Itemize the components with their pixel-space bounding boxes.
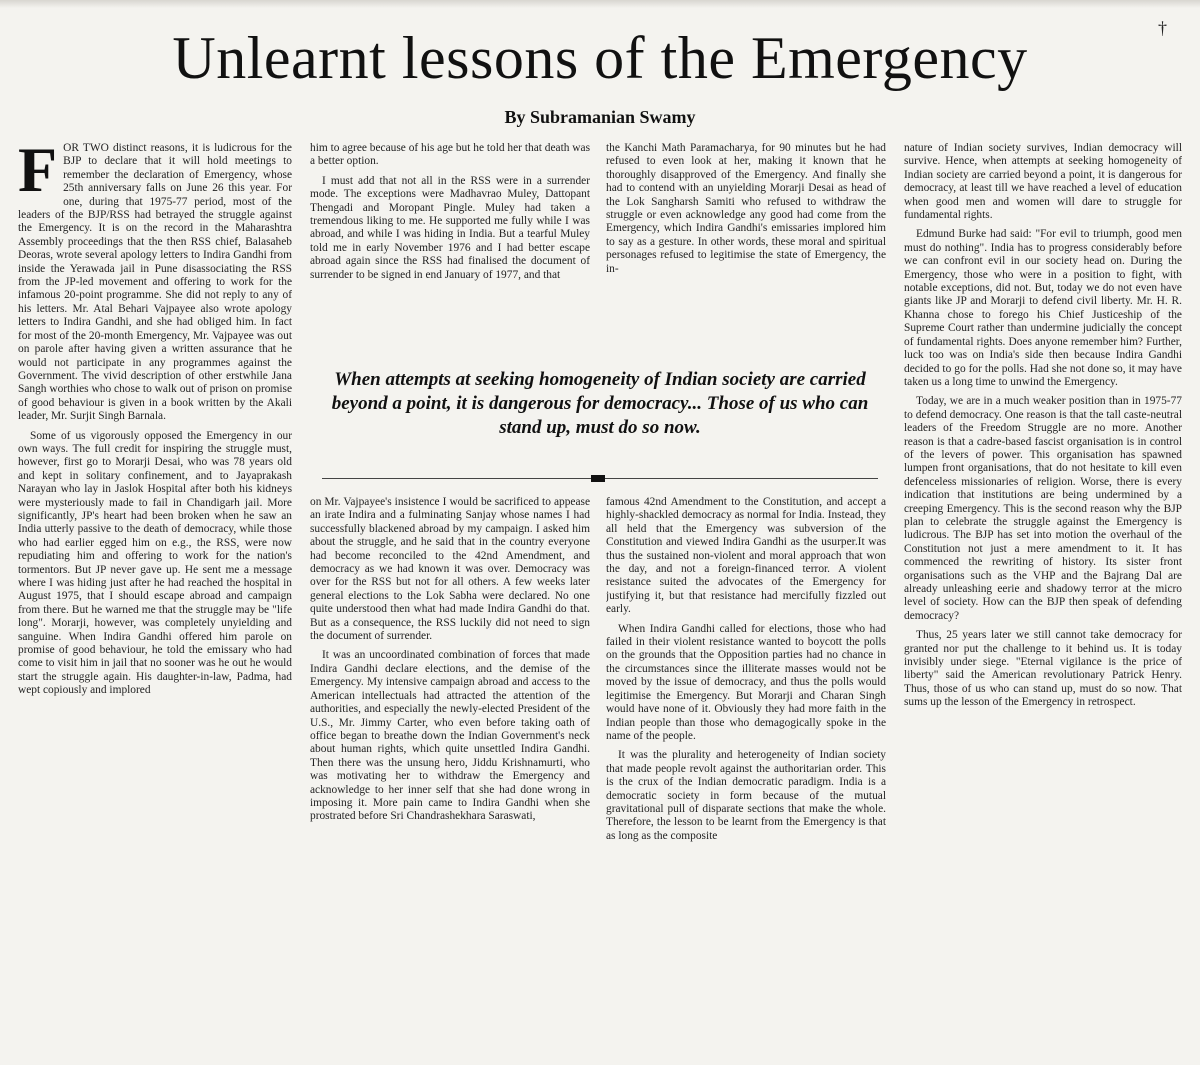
column-1: [18, 142, 292, 1034]
paragraph: the Kanchi Math Paramacharya, for 90 minutes but he had refused to even look at her, making it known that he thoroughly disapproved of the Emergency. And finally she had to contend with an unyielding Morarji Desai as head of the Lok Sangharsh Samiti who refused to withdraw the struggle or even acknowledge any good had come from the Emergency, which Indira Gandhi's emissaries implored him to say as a gesture. In other words, these moral and spiritual personages refused to legitimise the state of Emergency, the in-: [606, 142, 886, 275]
byline: By Subramanian Swamy: [504, 107, 696, 127]
paragraph: Today, we are in a much weaker position than in 1975-77 to defend democracy. One reason is that the tall caste-neutral leaders of the Freedom Struggle are no more. Another reason is that a cadre-based fascist organisation is in control of the levers of power. This organisation has spawned lumpen front organisations, that do not hesitate to kill even defenceless missionaries of religion. Worse, there is every indication that institutions are being undermined by a creeping Emergency. This is the second reason why the BJP plan to celebrate the struggle against the Emergency is ludicrous. The BJP has set into motion the overhaul of the Constitution not just a mere amendment to it. It has commenced the rewriting of history. Its sister front organisations such as the VHP and the Bajrang Dal are already unleashing eerie and shadowy terror at the micro level of society. How can the BJP then speak of defending democracy?: [904, 395, 1182, 622]
paragraph: When Indira Gandhi called for elections, those who had failed in their violent resistance wanted to boycott the polls on the grounds that the Opposition parties had no chance in the circumstances since the illiterate masses would not be moved by the issue of democracy, and thus the polls would legitimise the Emergency. But Morarji and Charan Singh would have none of it. Obviously they had more faith in the Indian people than those who demagogically spoke in the name of the people.: [606, 622, 886, 742]
paragraph: I must add that not all in the RSS were in a surrender mode. The exceptions were Madhavrao Muley, Dattopant Thengadi and Moropant Pingle. Muley had taken a tremendous liking to me. He supported me fully while I was abroad, and while I was hiding in India. But a tearful Muley told me in early November 1976 and I had better escape abroad again since the RSS had finalised the document of surrender to be signed in end January of 1977, and that: [310, 174, 590, 281]
column-4: [904, 142, 1182, 1034]
paragraph: him to agree because of his age but he told her that death was a better option.: [310, 142, 590, 168]
pull-quote-marker: [591, 475, 605, 482]
column-2-top: [310, 142, 590, 352]
column-3-top: [606, 142, 886, 352]
scan-top-edge: [0, 0, 1200, 8]
corner-scan-mark: †: [1158, 18, 1167, 38]
drop-cap: F: [18, 142, 58, 205]
paragraph: Thus, 25 years later we still cannot take democracy for granted nor put the challenge to it behind us. It is today invisibly under siege. "Eternal vigilance is the price of liberty" said the American revolutionary Patrick Henry. Thus, those of us who can stand up, must do so now. That sums up the lesson of the Emergency in retrospect.: [904, 629, 1182, 709]
paragraph: nature of Indian society survives, Indian democracy will survive. Hence, when attempts at seeking homogeneity of Indian society are carried beyond a point, it is dangerous for democracy, at least till we have reached a level of education when good men and women will dare to struggle for fundamental rights.: [904, 142, 1182, 222]
column-3-bottom: [606, 496, 886, 1036]
column-2-bottom: [310, 496, 590, 1036]
paragraph: It was the plurality and heterogeneity of Indian society that made people revolt against the authoritarian order. This is the crux of the Indian democratic paradigm. India is a democratic society in form because of the mutual gravitational pull of disparate sections that make the whole. Therefore, the lesson to be learnt from the Emergency is that as long as the composite: [606, 749, 886, 842]
paragraph: It was an uncoordinated combination of forces that made Indira Gandhi declare elections, and the demise of the Emergency. My intensive campaign abroad and access to the American intellectuals had attracted the attention of the authorities, and especially the newly-elected President of the U.S., Mr. Jimmy Carter, who even before taking oath of office began to breathe down the Indian Government's neck about human rights, which quite unsettled Indira Gandhi. Then there was the unsung hero, Jiddu Krishnamurti, who was motivating her to withdraw the Emergency and acknowledge to her inner self that she had done wrong in imposing it. More pain came to Indira Gandhi when she prostrated before Sri Chandrashekhara Saraswati,: [310, 649, 590, 823]
headline: Unlearnt lessons of the Emergency: [172, 25, 1028, 91]
paragraph: FOR TWO distinct reasons, it is ludicrous for the BJP to declare that it will hold meetings to remember the declaration of Emergency, whose 25th anniversary falls on June 26 this year. For one, during that 1975-77 period, most of the leaders of the BJP/RSS had betrayed the struggle against the Emergency. It is on the record in the Maharashtra Assembly proceedings that the then RSS chief, Balasaheb Deoras, wrote several apology letters to Indira Gandhi from inside the Yerawada jail in Pune disassociating the RSS from the JP-led movement and offering to work for the infamous 20-point programme. She did not reply to any of his letters. Mr. Atal Behari Vajpayee also wrote apology letters to Indira Gandhi, and she had obliged him. In fact for most of the 20-month Emergency, Mr. Vajpayee was out on parole after having given a written assurance that he would not participate in any programmes against the Government. The vivid description of other erstwhile Jana Sangh worthies who chose to walk out of prison on promise of good behaviour is given in a book written by the Akali leader, Mr. Surjit Singh Barnala.: [18, 142, 292, 423]
paragraph: famous 42nd Amendment to the Constitution, and accept a highly-shackled democracy as normal for India. Instead, they all held that the Emergency was subversion of the Constitution and viewed Indira Gandhi as the usurper.It was thus the sustained non-violent and moral approach that won the day, and not a foreign-financed terror. A violent resistance suited the advocates of the Emergency for justifying it, but that resistance had mercifully fizzled out early.: [606, 496, 886, 616]
paragraph: Edmund Burke had said: "For evil to triumph, good men must do nothing". India has to progress considerably before we can confront evil in our society head on. During the Emergency, those who were in a position to fight, with notable exceptions, did not. But, today we do not even have giants like JP and Morarji to defend civil liberty. Mr. H. R. Khanna chose to forego his Chief Justiceship of the Supreme Court rather than undermine judicially the concept of fundamental rights. Does anyone remember him? Further, luck too was on India's side then because Indira Gandhi decided to go for the polls. Had she not done so, it may have taken us a long time to unwind the Emergency.: [904, 228, 1182, 388]
paragraph: Some of us vigorously opposed the Emergency in our own ways. The full credit for inspiring the struggle must, however, first go to Morarji Desai, who was 78 years old and kept in solitary confinement, and to Jayaprakash Narayan who lay in Jaslok Hospital after both his kidneys were mysteriously made to fail in Chandigarh jail. More significantly, JP's heart had been broken when he saw an India utterly passive to the death of democracy, while those who had earlier egged him on e.g., the RSS, were now repudiating him and offering to work for the nation's tormentors. But JP never gave up. He sent me a message where I was hiding just after he had reached the hospital in August 1975, that I should escape abroad and campaign from there. But he warned me that the struggle may be "life long". Morarji, however, was completely unyielding and sanguine. When Indira Gandhi offered him parole on promise of good behaviour, he told the emissary who had come to visit him in jail that no sooner was he out he would start the struggle again. His daughter-in-law, Padma, had wept copiously and implored: [18, 429, 292, 697]
pull-quote: When attempts at seeking homogeneity of Indian society are carried beyond a point, it is dangerous for democracy... Those of us who can stand up, must do so now.: [331, 369, 869, 438]
paragraph: on Mr. Vajpayee's insistence I would be sacrificed to appease an irate Indira and a fulminating Sanjay whose names I had successfully blackened abroad by my campaign. I asked him about the struggle, and he said that in the country everyone had become reconciled to the 42nd Amendment, and democracy as we had known it was over. Democracy was over for the RSS but not for all others. A few weeks later general elections to the Lok Sabha were declared. No one quite understood then what had made Indira Gandhi do that. But as a consequence, the RSS luckily did not need to sign the document of surrender.: [310, 496, 590, 643]
